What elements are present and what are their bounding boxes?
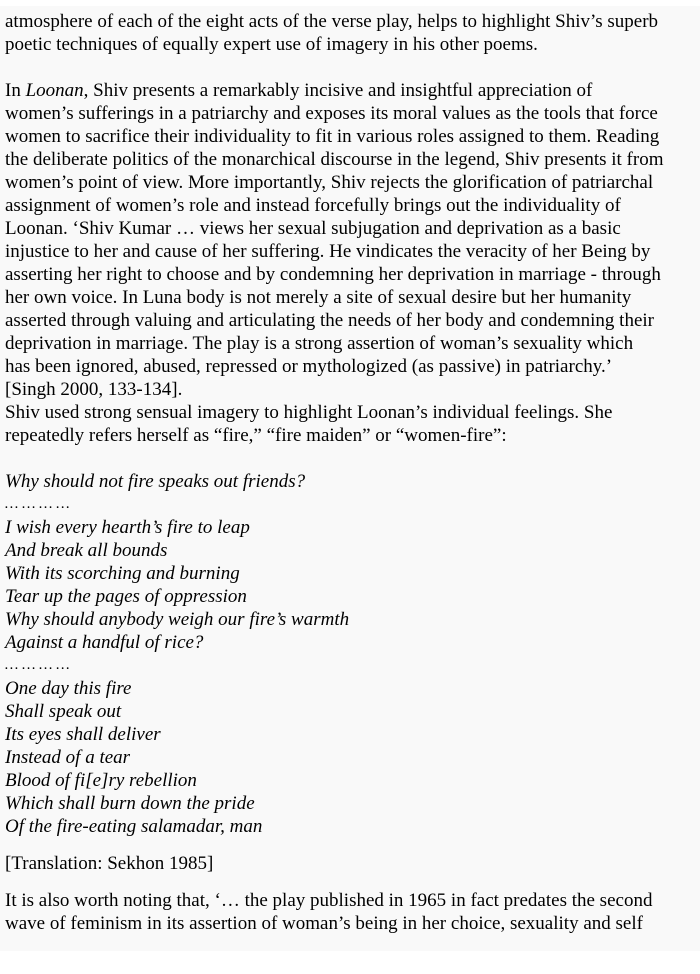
- poem-excerpt: [5, 470, 695, 838]
- poem-line: Instead of a tear: [5, 747, 131, 768]
- paragraph-2: [5, 79, 695, 447]
- citation: [Singh 2000, 133-134].: [5, 379, 183, 400]
- text-line: women’s sufferings in a patriarchy and exposes its moral values as the tools that force: [5, 103, 658, 124]
- poem-line: Blood of fi[e]ry rebellion: [5, 770, 197, 791]
- text-line: poetic techniques of equally expert use of imagery in his other poems.: [5, 34, 538, 55]
- text-line: In Loonan, Shiv presents a remarkably incisive and insightful appreciation of: [5, 80, 593, 101]
- text-line: injustice to her and cause of her suffering. He vindicates the veracity of her Being by: [5, 241, 651, 262]
- poem-line: I wish every hearth’s fire to leap: [5, 517, 250, 538]
- translation-note: [Translation: Sekhon 1985]: [5, 853, 214, 874]
- text-line: It is also worth noting that, ‘… the play published in 1965 in fact predates the second: [5, 890, 653, 911]
- text-line: the deliberate politics of the monarchical discourse in the legend, Shiv presents it from: [5, 149, 664, 170]
- text-line: wave of feminism in its assertion of woman’s being in her choice, sexuality and self: [5, 913, 643, 934]
- document-body: [5, 10, 695, 935]
- poem-line: Why should anybody weigh our fire’s warmth: [5, 609, 350, 630]
- book-title-loonan: Loonan: [25, 80, 84, 101]
- text-line: atmosphere of each of the eight acts of the verse play, helps to highlight Shiv’s superb: [5, 11, 659, 32]
- paragraph-1: [5, 10, 695, 56]
- text-line: assignment of women’s role and instead forcefully brings out the individuality of: [5, 195, 621, 216]
- document-page: [0, 6, 700, 951]
- poem-line: Of the fire-eating salamadar, man: [5, 816, 263, 837]
- poem-line: Shall speak out: [5, 701, 122, 722]
- poem-line: One day this fire: [5, 678, 132, 699]
- text-line: Loonan. ‘Shiv Kumar … views her sexual subjugation and deprivation as a basic: [5, 218, 621, 239]
- poem-line: Its eyes shall deliver: [5, 724, 161, 745]
- text-line: women to sacrifice their individuality to fit in various roles assigned to them. Reading: [5, 126, 660, 147]
- text-line: women’s point of view. More importantly, Shiv rejects the glorification of patriarchal: [5, 172, 654, 193]
- paragraph-3: [5, 889, 695, 935]
- poem-line: And break all bounds: [5, 540, 168, 561]
- text-line: deprivation in marriage. The play is a strong assertion of woman’s sexuality which: [5, 333, 634, 354]
- poem-line: Which shall burn down the pride: [5, 793, 255, 814]
- text-line: has been ignored, abused, repressed or mythologized (as passive) in patriarchy.’: [5, 356, 613, 377]
- poem-line: With its scorching and burning: [5, 563, 240, 584]
- text-line: Shiv used strong sensual imagery to highlight Loonan’s individual feelings. She: [5, 402, 613, 423]
- poem-ellipsis: … … … …: [5, 496, 70, 512]
- text-line: her own voice. In Luna body is not merely a site of sexual desire but her humanity: [5, 287, 632, 308]
- poem-line: Tear up the pages of oppression: [5, 586, 247, 607]
- poem-line: Against a handful of rice?: [5, 632, 204, 653]
- poem-line: Why should not fire speaks out friends?: [5, 471, 306, 492]
- poem-ellipsis: … … … …: [5, 657, 70, 673]
- text-line: asserting her right to choose and by condemning her deprivation in marriage - through: [5, 264, 661, 285]
- text-line: asserted through valuing and articulating the needs of her body and condemning their: [5, 310, 654, 331]
- text-line: repeatedly refers herself as “fire,” “fire maiden” or “women-fire”:: [5, 425, 507, 446]
